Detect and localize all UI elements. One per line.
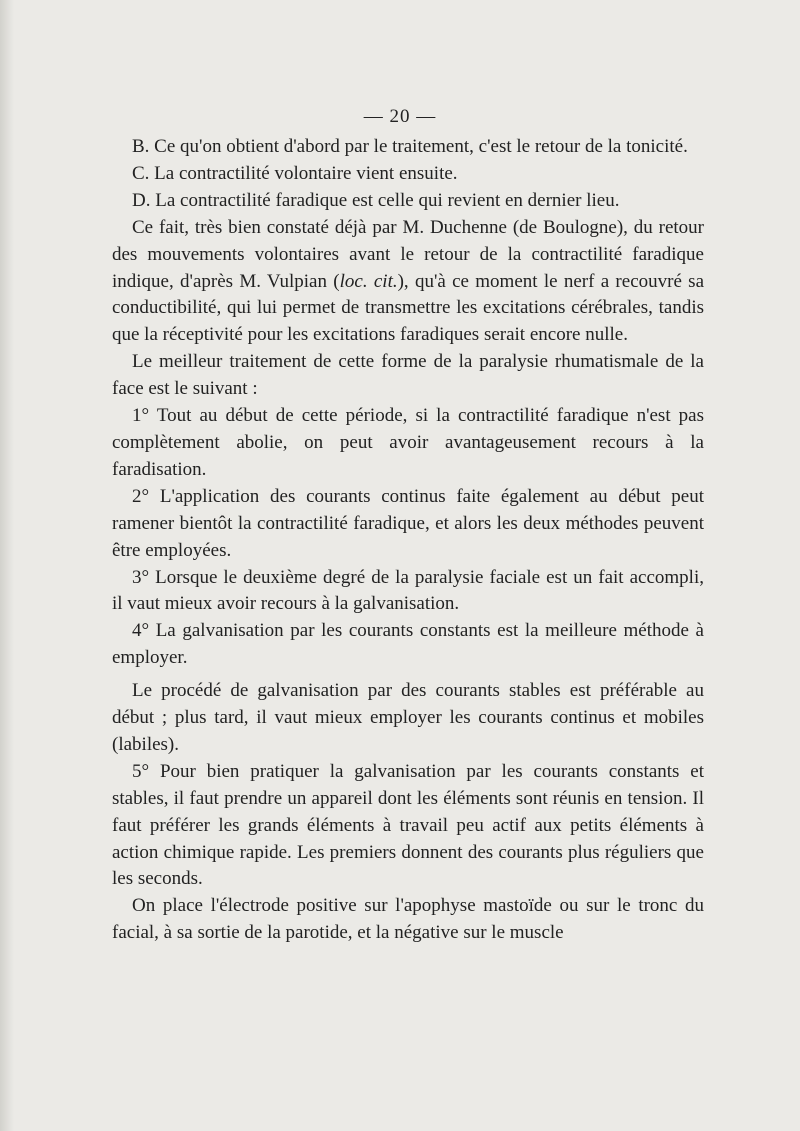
paragraph-duchenne-part1: Ce fait, très bien constaté déjà par M. Duchenne (de Boulogne), du retour des mouvements volontaires avant le retour de la contractilité faradique indique, d'après M. Vulpian ( bbox=[112, 216, 704, 292]
paragraph-item-3: 3° Lorsque le deuxième degré de la paralysie faciale est un fait accompli, il vaut mieux avoir recours à la galvanisation. bbox=[112, 566, 704, 615]
paragraph-d: D. La contractilité faradique est celle qui revient en dernier lieu. bbox=[132, 189, 620, 211]
paragraph-item-1: 1° Tout au début de cette période, si la contractilité faradique n'est pas complètement abolie, on peut avoir avantageusement recours à la faradisation. bbox=[112, 405, 704, 480]
citation-loc-cit: loc. cit. bbox=[339, 270, 398, 292]
paragraph-b: B. Ce qu'on obtient d'abord par le traitement, c'est le retour de la tonicité. bbox=[132, 136, 688, 157]
paragraph-electrode: On place l'électrode positive sur l'apophyse mastoïde ou sur le tronc du facial, à sa sortie de la parotide, et la négative sur le muscle bbox=[112, 895, 704, 944]
paragraph-c: C. La contractilité volontaire vient ensuite. bbox=[132, 162, 458, 184]
page-number: — 20 — bbox=[363, 106, 437, 127]
paragraph-treatment-intro: Le meilleur traitement de cette forme de la paralysie rhumatismale de la face est le suivant : bbox=[112, 351, 704, 400]
paragraph-item-2: 2° L'application des courants continus faite également au début peut ramener bientôt la contractilité faradique, et alors les deux méthodes peuvent être employées. bbox=[112, 485, 704, 561]
paragraph-item-5: 5° Pour bien pratiquer la galvanisation par les courants constants et stables, il faut prendre un appareil dont les éléments sont réunis en tension. Il faut préférer les grands éléments à travail peu actif aux petits éléments à action chimique rapide. Les premiers donnent des courants plus réguliers que les seconds. bbox=[112, 760, 704, 890]
page-gutter-shadow bbox=[0, 0, 14, 1131]
paragraph-duchenne-part2: ), qu'à ce moment le nerf a recouvré sa conductibilité, qui lui permet de transmettre les excitations cérébrales, tandis que la réceptivité pour les excitations faradiques serait encore nulle. bbox=[112, 270, 704, 346]
paragraph-procedure: Le procédé de galvanisation par des courants stables est préférable au début ; plus tard, il vaut mieux employer les courants continus et mobiles (labiles). bbox=[112, 680, 704, 755]
body-text bbox=[112, 134, 704, 947]
paragraph-item-4: 4° La galvanisation par les courants constants est la meilleure méthode à employer. bbox=[112, 620, 704, 669]
paragraph-duchenne bbox=[112, 215, 704, 350]
